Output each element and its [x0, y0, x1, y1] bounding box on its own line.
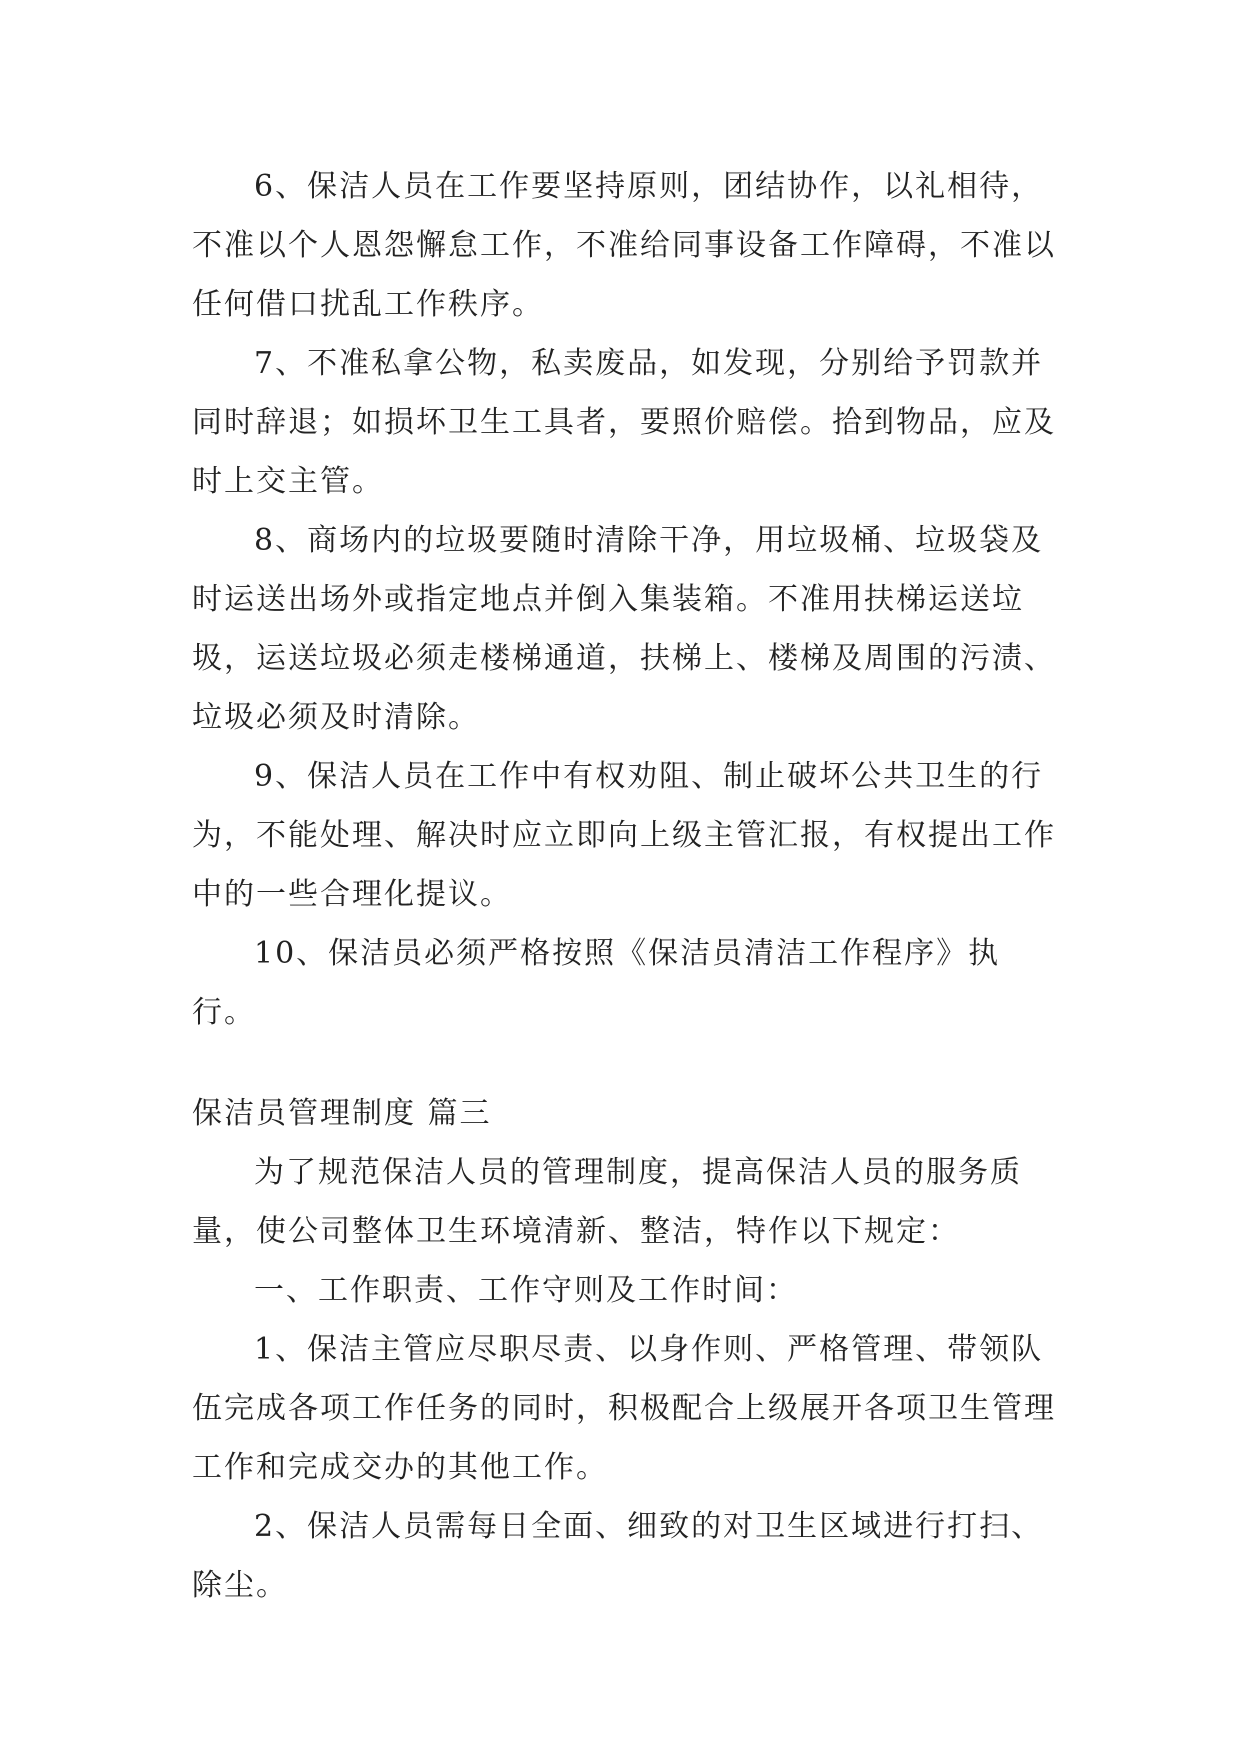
section-heading-duties: 一、工作职责、工作守则及工作时间： — [254, 1273, 798, 1308]
paragraph-rule-9: 9、保洁人员在工作中有权劝阻、制止破坏公共卫生的行为，不能处理、解决时应立即向上级主管汇报，有权提出工作中的一些合理化提议。 — [192, 759, 1056, 912]
paragraph-rule-8: 8、商场内的垃圾要随时清除干净，用垃圾桶、垃圾袋及时运送出场外或指定地点并倒入集装箱。不准用扶梯运送垃圾，运送垃圾必须走楼梯通道，扶梯上、楼梯及周围的污渍、垃圾必须及时清除。 — [192, 523, 1056, 735]
paragraph-rule-10: 10、保洁员必须严格按照《保洁员清洁工作程序》执行。 — [192, 936, 1001, 1030]
paragraph-duty-1: 1、保洁主管应尽职尽责、以身作则、严格管理、带领队伍完成各项工作任务的同时，积极配合上级展开各项卫生管理工作和完成交办的其他工作。 — [192, 1332, 1056, 1485]
document-body — [192, 157, 1058, 1615]
paragraph-duty-2: 2、保洁人员需每日全面、细致的对卫生区域进行打扫、除尘。 — [192, 1509, 1044, 1603]
paragraph-rule-7: 7、不准私拿公物，私卖废品，如发现，分别给予罚款并同时辞退；如损坏卫生工具者，要照价赔偿。拾到物品，应及时上交主管。 — [192, 346, 1056, 499]
section-intro-paragraph: 为了规范保洁人员的管理制度，提高保洁人员的服务质量，使公司整体卫生环境清新、整洁，特作以下规定： — [192, 1155, 1022, 1249]
paragraph-rule-6: 6、保洁人员在工作要坚持原则，团结协作，以礼相待，不准以个人恩怨懈怠工作，不准给同事设备工作障碍，不准以任何借口扰乱工作秩序。 — [192, 169, 1056, 322]
section-title: 保洁员管理制度 篇三 — [192, 1096, 492, 1131]
